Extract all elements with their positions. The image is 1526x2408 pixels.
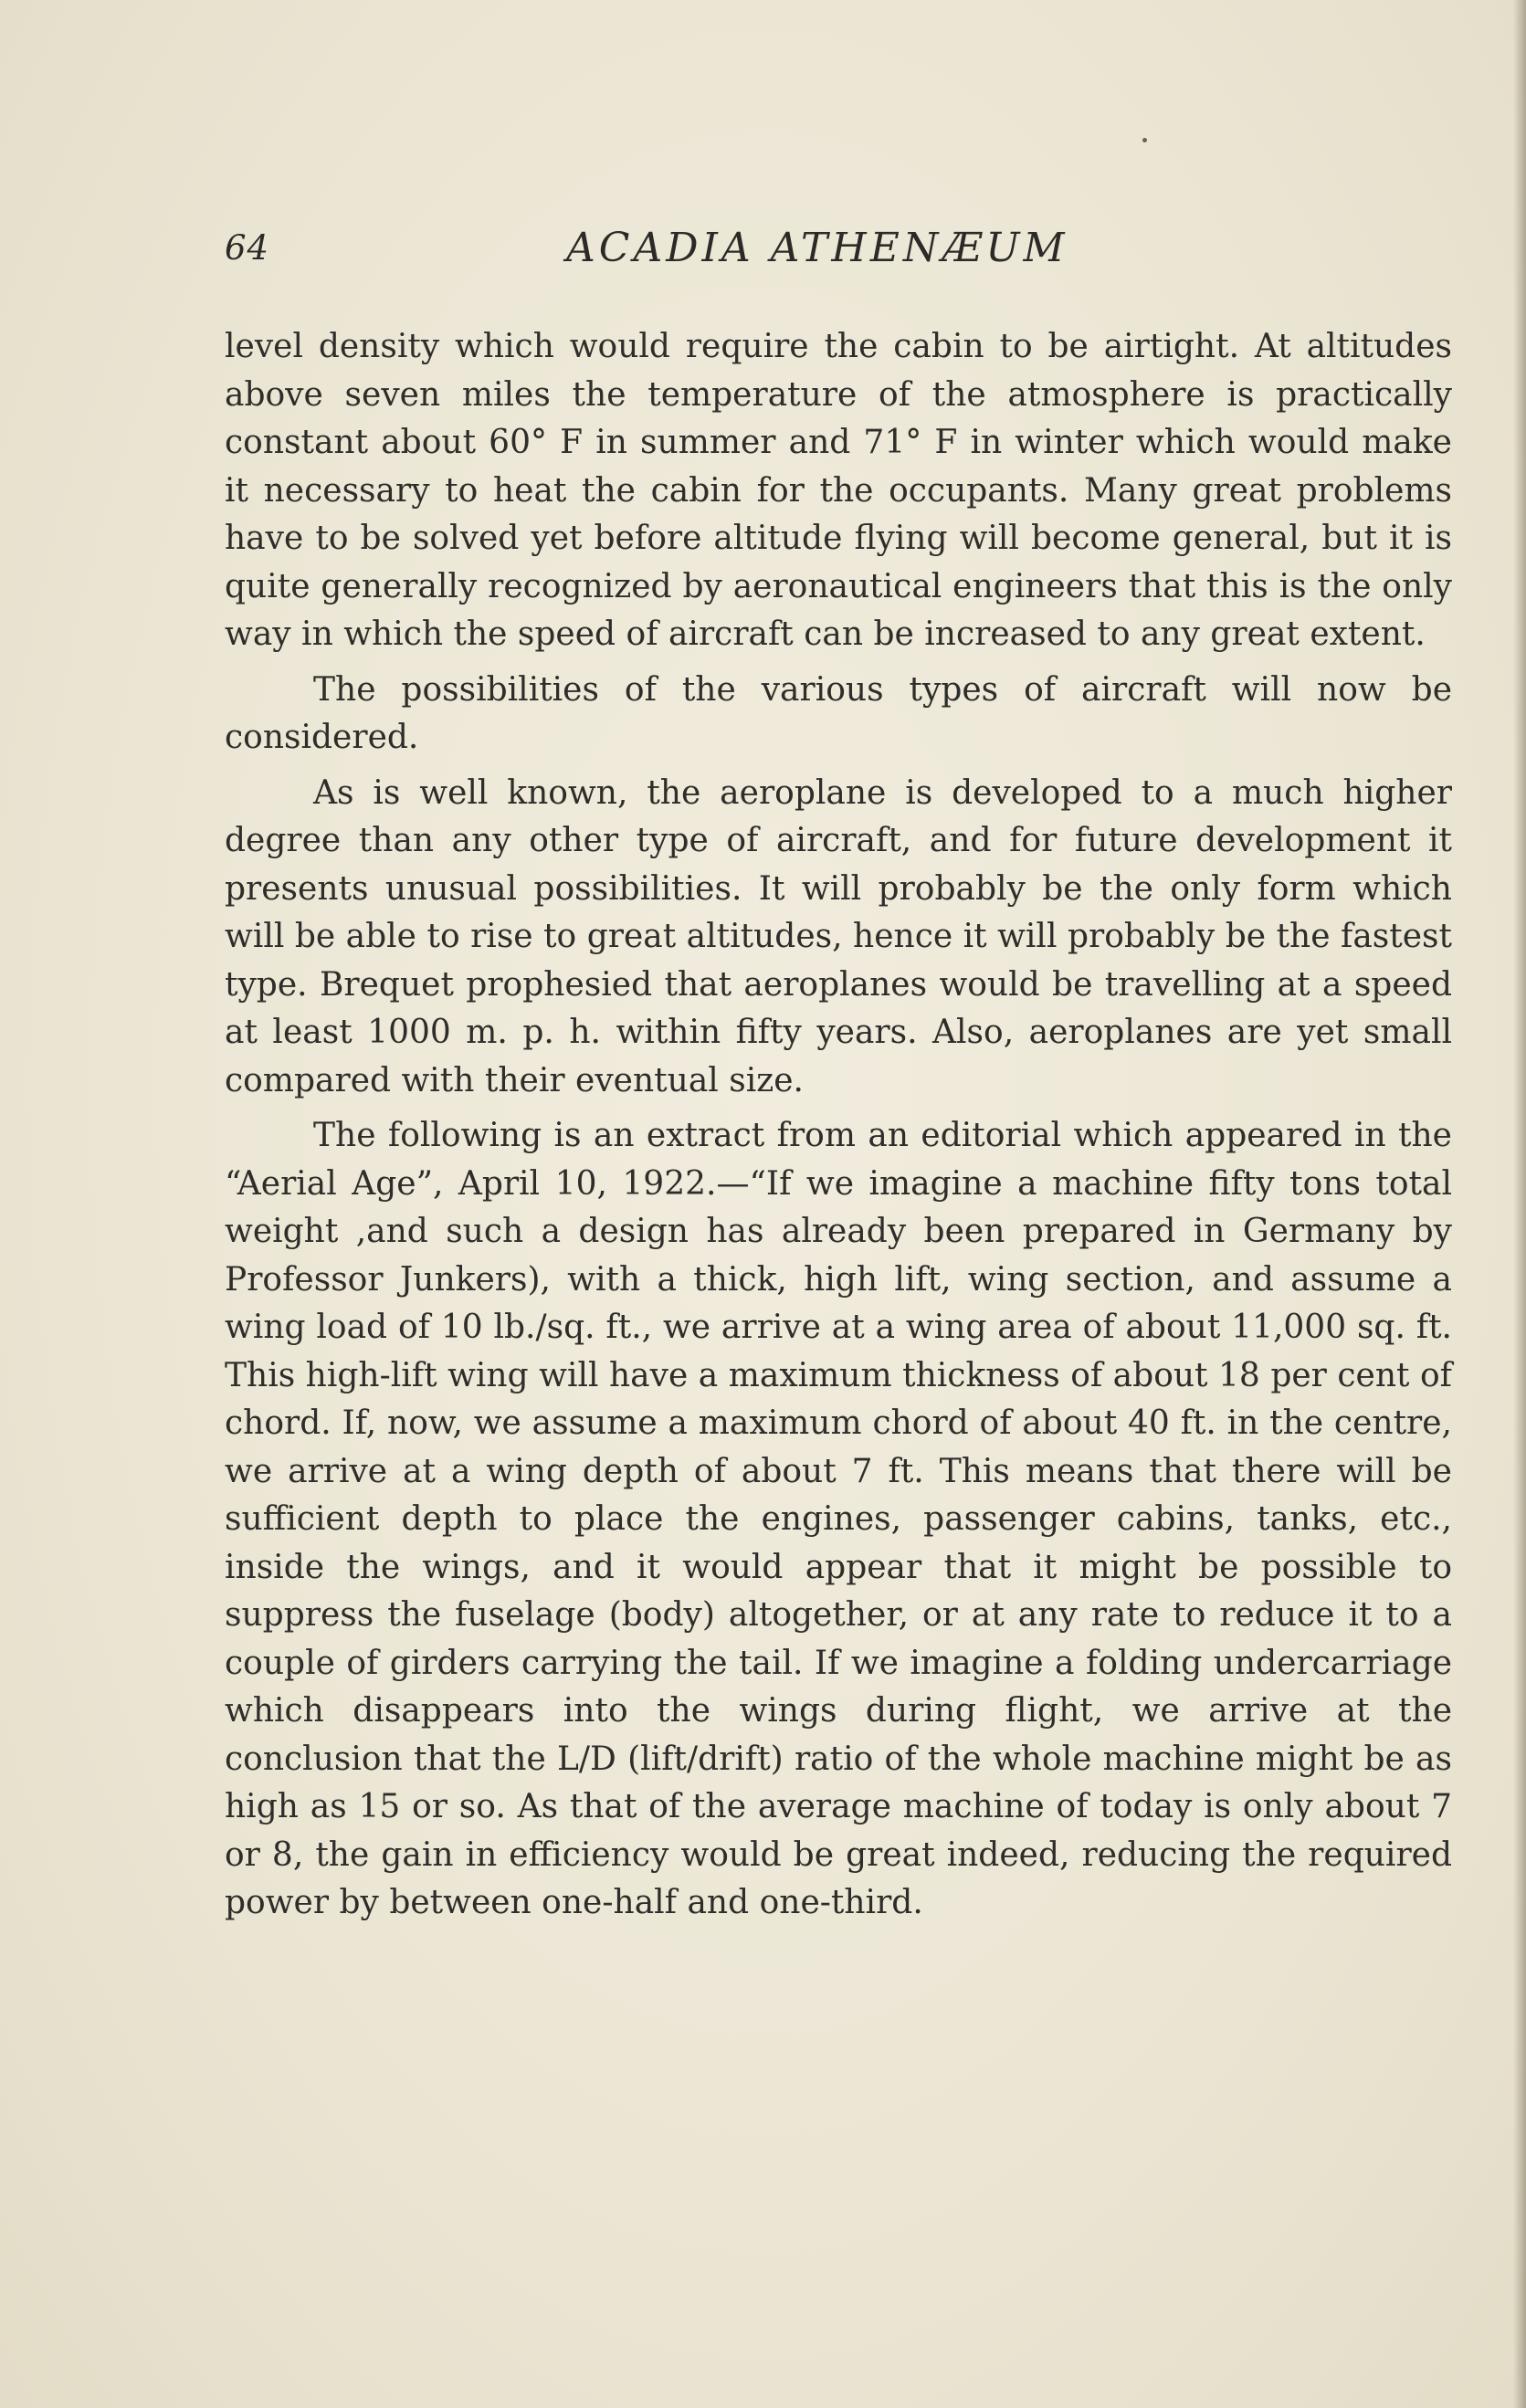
paragraph: As is well known, the aeroplane is developed to a much higher degree than any other type of aircraft, and for future development it presents unusual possibilities. It will probably be the only form which will be able to rise to great altitudes, hence it will probably be the fastest type. Brequet prophesied that aeroplanes would be travelling at a speed at least 1000 m. p. h. within fifty years. Also, aeroplanes are yet small compared with their eventual size. bbox=[225, 773, 1452, 1099]
paper-speck bbox=[1142, 138, 1147, 142]
paragraph: The possibilities of the various types of aircraft will now be considered. bbox=[225, 670, 1452, 756]
article-body bbox=[225, 323, 1452, 1935]
paragraph-continued: level density which would require the cabin to be airtight. At altitudes above seven miles the temperature of the atmosphere is practically constant about 60° F in summer and 71° F in winter which would make it necessary to heat the cabin for the occupants. Many great problems have to be solved yet before altitude flying will become general, but it is quite generally recognized by aeronautical engineers that this is the only way in which the speed of aircraft can be increased to any great extent. bbox=[225, 328, 1452, 653]
paragraph: The following is an extract from an editorial which appeared in the “Aerial Age”, April 10, 1922.—“If we imagine a machine fifty tons total weight ,and such a design has already been prepared in Germany by Professor Junkers), with a thick, high lift, wing section, and assume a wing load of 10 lb./sq. ft., we arrive at a wing area of about 11,000 sq. ft. This high-lift wing will have a maximum thickness of about 18 per cent of chord. If, now, we assume a maximum chord of about 40 ft. in the centre, we arrive at a wing depth of about 7 ft. This means that there will be sufficient depth to place the engines, passenger cabins, tanks, etc., inside the wings, and it would appear that it might be possible to suppress the fuselage (body) altogether, or at any rate to reduce it to a couple of girders carrying the tail. If we imagine a folding undercarriage which disappears into the wings during flight, we arrive at the conclusion that the L/D (lift/drift) ratio of the whole machine might be as high as 15 or so. As that of the average machine of today is only about 7 or 8, the gain in efficiency would be great indeed, reducing the required power by between one-half and one-third. bbox=[225, 1117, 1452, 1921]
page-edge-shadow bbox=[1513, 0, 1526, 2408]
running-title: ACADIA ATHENÆUM bbox=[566, 225, 1068, 271]
page-number: 64 bbox=[225, 228, 270, 268]
running-header bbox=[225, 225, 1452, 283]
